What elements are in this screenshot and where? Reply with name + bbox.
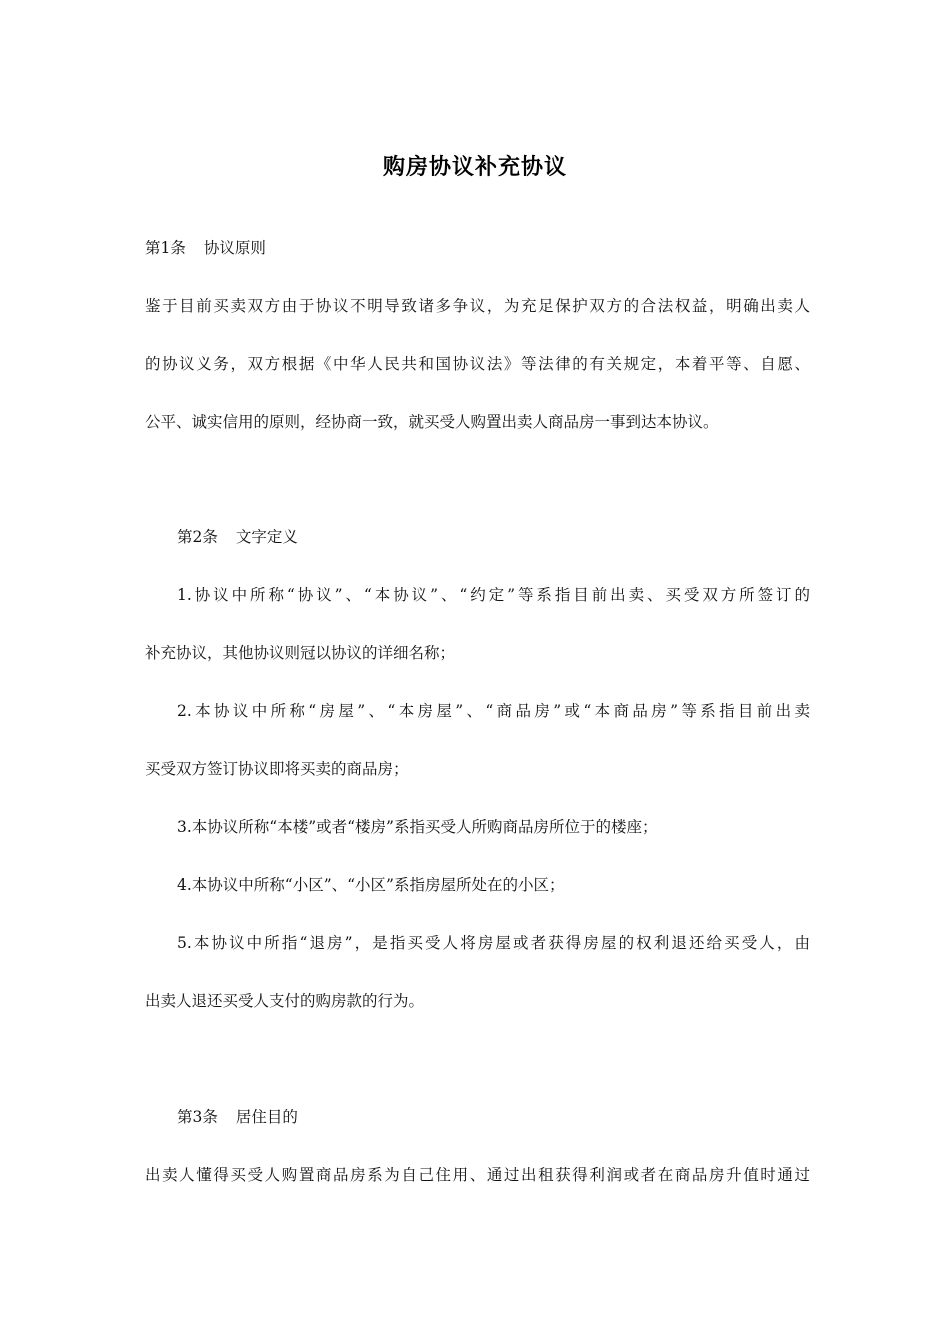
article-2-title: 文字定义 bbox=[235, 528, 298, 546]
article-1-line-2: 的协议义务，双方根据《中华人民共和国协议法》等法律的有关规定，本着平等、自愿、 bbox=[145, 355, 810, 373]
article-1-line-3: 公平、诚实信用的原则，经协商一致，就买受人购置出卖人商品房一事到达本协议。 bbox=[145, 413, 719, 431]
article-2-heading bbox=[177, 527, 810, 547]
article-3-title: 居住目的 bbox=[235, 1108, 298, 1126]
document-title: 购房协议补充协议 bbox=[382, 155, 567, 180]
article-2-line-6: 4.本协议中所称“小区”、“小区”系指房屋所处在的小区； bbox=[177, 876, 565, 894]
article-3-number: 第3条 bbox=[177, 1108, 218, 1126]
article-3-line-1: 出卖人懂得买受人购置商品房系为自己住用、通过出租获得利润或者在商品房升值时通过 bbox=[145, 1166, 810, 1184]
article-2-number: 第2条 bbox=[177, 528, 218, 546]
article-1-title: 协议原则 bbox=[203, 239, 266, 257]
article-2-line-7: 5.本协议中所指“退房”，是指买受人将房屋或者获得房屋的权利退还给买受人，由 bbox=[177, 934, 810, 952]
article-1-line-1: 鉴于目前买卖双方由于协议不明导致诸多争议，为充足保护双方的合法权益，明确出卖人 bbox=[145, 297, 810, 315]
article-1-number: 第1条 bbox=[145, 239, 186, 257]
article-2-line-8: 出卖人退还买受人支付的购房款的行为。 bbox=[145, 992, 425, 1010]
article-3-heading bbox=[177, 1107, 810, 1127]
article-2-line-3: 2.本协议中所称“房屋”、“本房屋”、“商品房”或“本商品房”等系指目前出卖 bbox=[177, 702, 810, 720]
article-1-heading bbox=[145, 238, 810, 258]
article-2-line-5: 3.本协议所称“本楼”或者“楼房”系指买受人所购商品房所位于的楼座； bbox=[177, 818, 658, 836]
article-2-line-2: 补充协议，其他协议则冠以协议的详细名称； bbox=[145, 644, 456, 662]
article-2-line-4: 买受双方签订协议即将买卖的商品房； bbox=[145, 760, 409, 778]
article-2-line-1: 1.协议中所称“协议”、“本协议”、“约定”等系指目前出卖、买受双方所签订的 bbox=[177, 586, 810, 604]
